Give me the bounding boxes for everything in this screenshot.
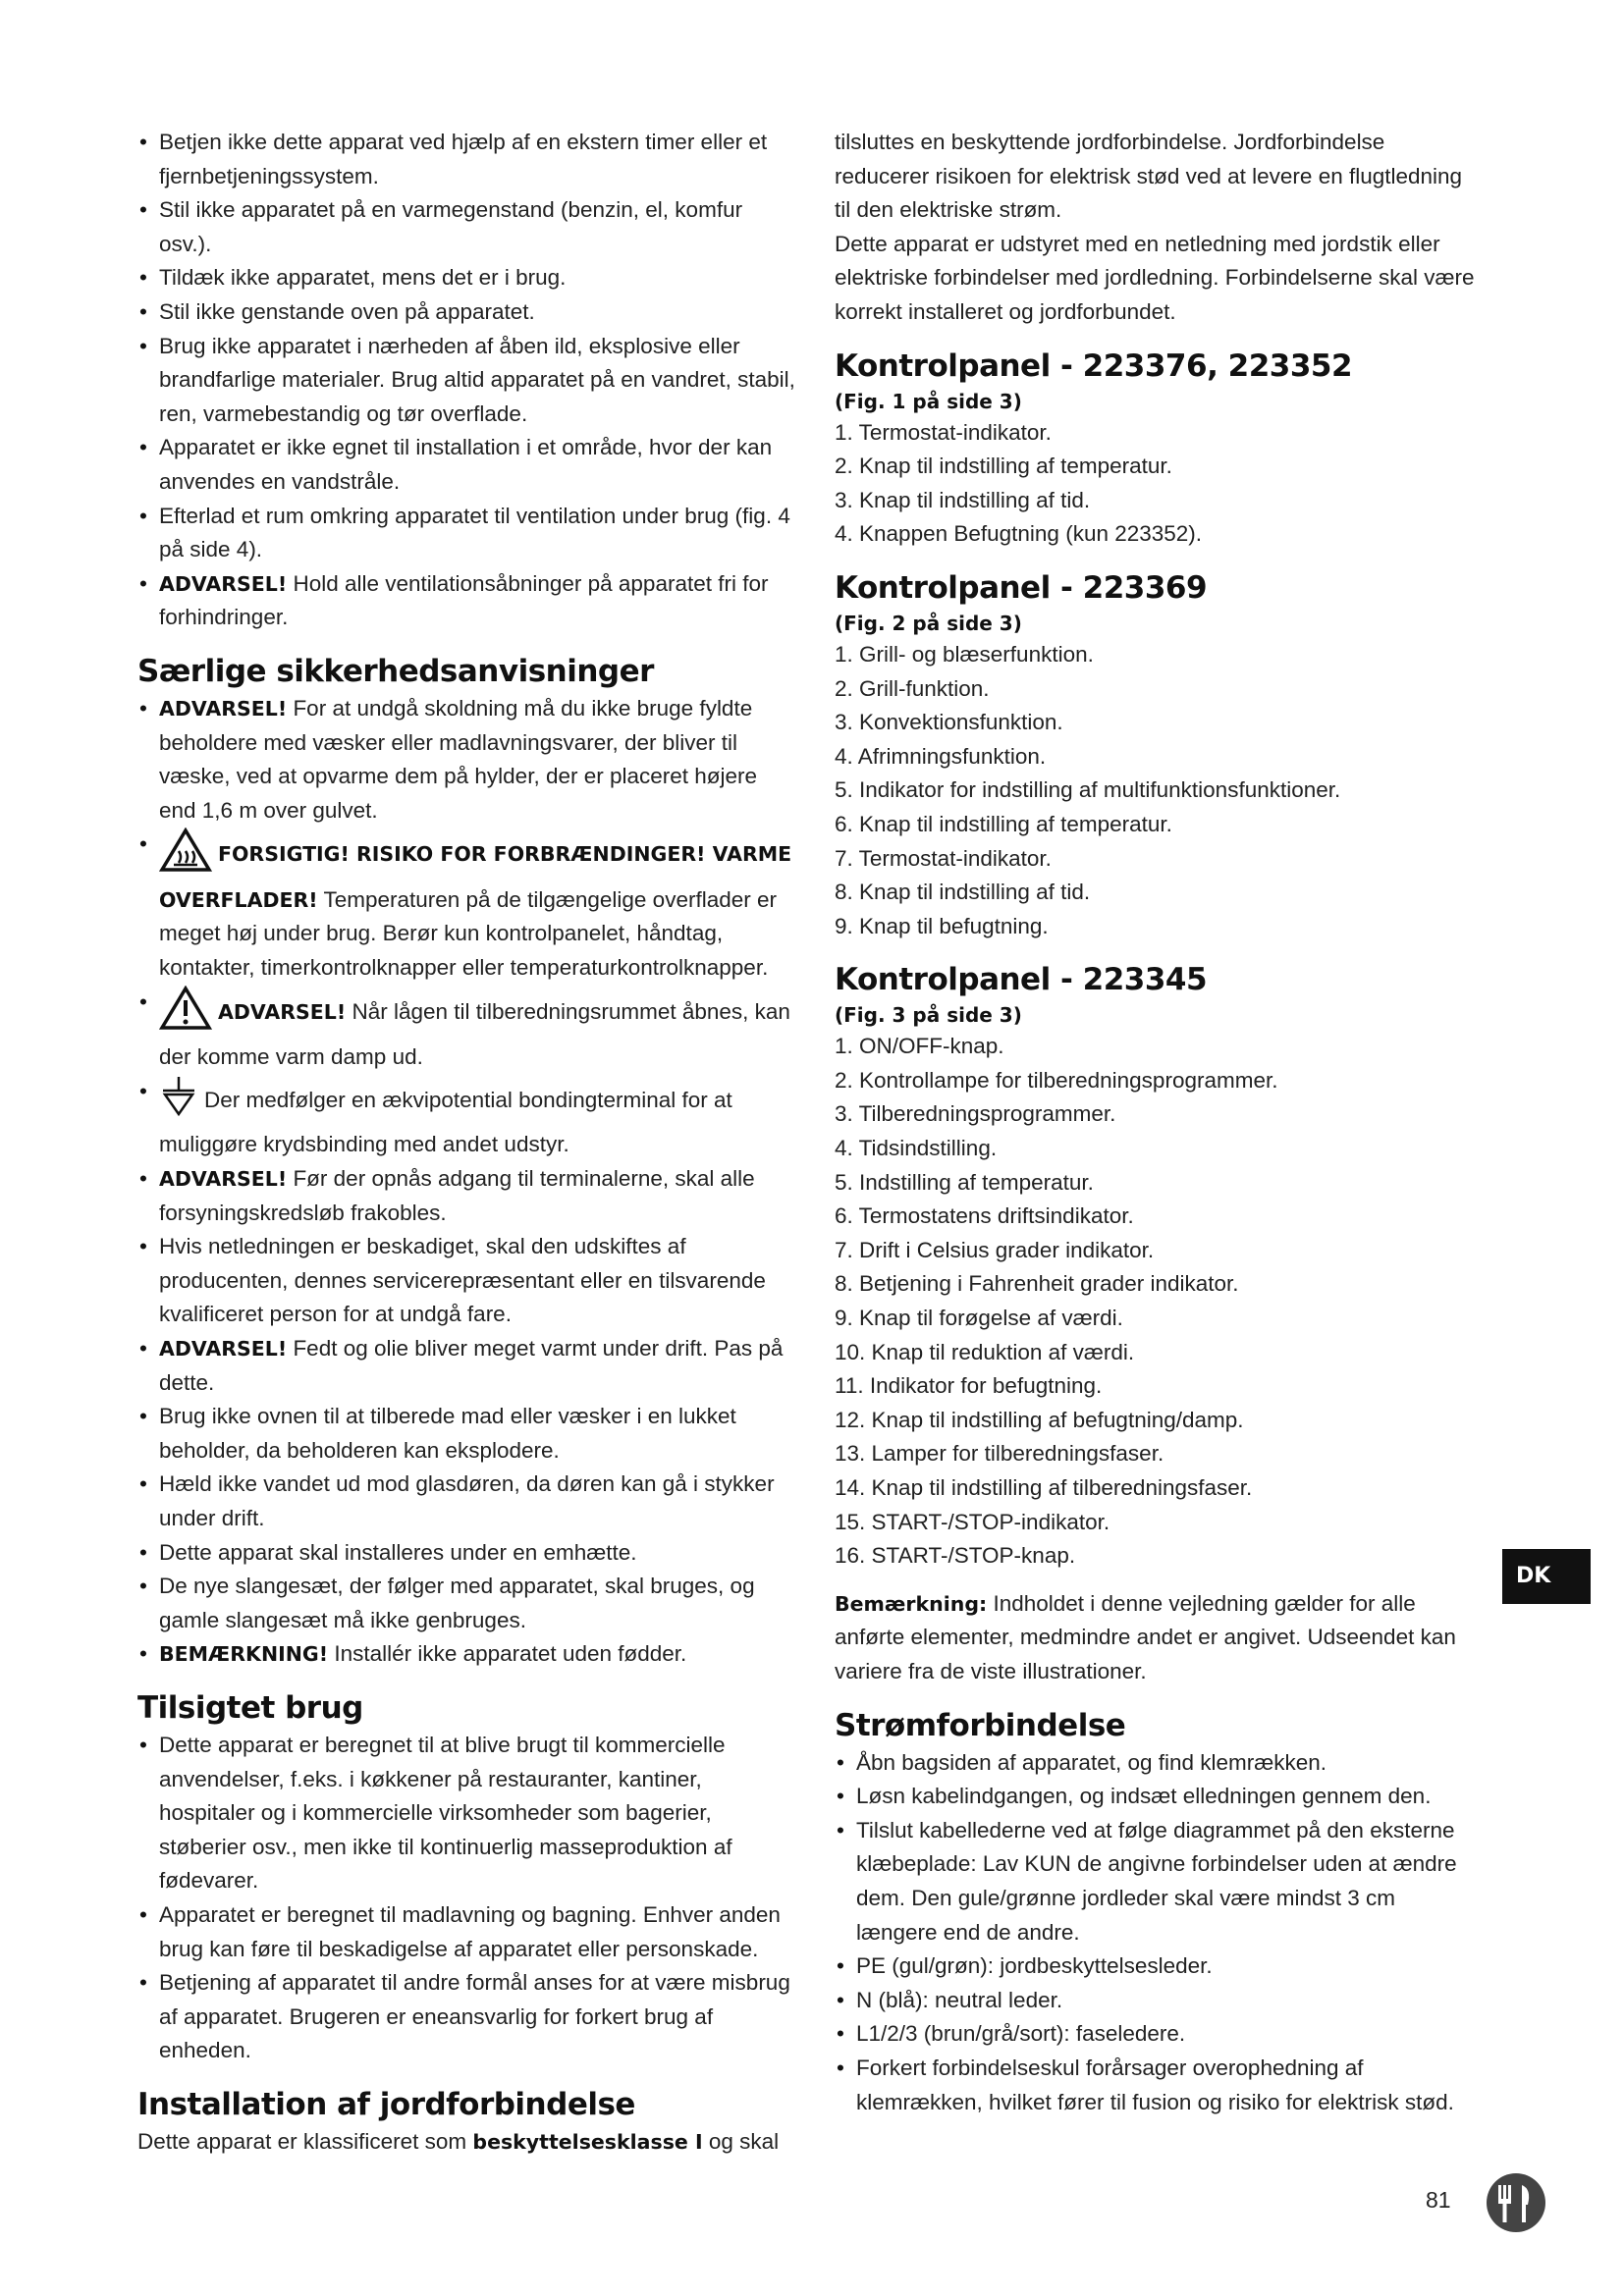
section-heading-intended: Tilsigtet brug [137, 1689, 363, 1726]
note-paragraph [835, 1587, 1481, 1689]
note-text: Indholdet i denne vejledning gælder for alle anførte elementer, medmindre andet er angivet. Udseendet kan variere fra de viste illustrationer. [835, 1590, 1456, 1683]
section-heading-special: Særlige sikkerhedsanvisninger [137, 653, 654, 689]
list-item: 2. Kontrollampe for tilberedningsprogrammer. [835, 1067, 1278, 1093]
list-item: • Dette apparat skal installeres under en emhætte. [137, 1536, 797, 1571]
list-item: • Apparatet er ikke egnet til installation i et område, hvor der kan anvendes en vandstråle. [137, 431, 797, 499]
special-safety-list [137, 692, 797, 1672]
warning-label: ADVARSEL! [159, 571, 288, 596]
list-item: • Forkert forbindelseskul forårsager overophedning af klemrækken, hvilket fører til fusion og risiko for elektrisk stød. [835, 2052, 1481, 2119]
list-item [137, 1332, 797, 1400]
language-tab: DK [1502, 1549, 1591, 1604]
safety-bullets-top [137, 126, 797, 635]
hot-surface-icon [159, 828, 212, 883]
list-item: • Tilslut kabellederne ved at følge diagrammet på den eksterne klæbeplade: Lav KUN de angivne forbindelser uden at ændre dem. Den gule/grønne jordleder skal være mindst 3 cm længere end de andre. [835, 1814, 1481, 1949]
text: Dette apparat er klassificeret som [137, 2128, 473, 2154]
list-item: 7. Termostat-indikator. [835, 845, 1052, 871]
equipotential-icon [159, 1075, 198, 1129]
list-item: 14. Knap til indstilling af tilberedningsfaser. [835, 1475, 1253, 1500]
warning-text: Temperaturen på de tilgængelige overflader er meget høj under brug. Berør kun kontrolpanelet, håndtag, kontakter, timerkontrolknapper eller temperaturkontrolknapper. [159, 886, 777, 981]
section-heading-power: Strømforbindelse [835, 1707, 1126, 1743]
list-item: 6. Knap til indstilling af temperatur. [835, 811, 1172, 836]
list-item [137, 1637, 797, 1672]
list-item: 3. Konvektionsfunktion. [835, 710, 1063, 735]
warning-label: ADVARSEL! [218, 999, 347, 1024]
list-item: • Brug ikke apparatet i nærheden af åben ild, eksplosive eller brandfarlige materialer. Brug altid apparatet på en vandret, stabil, ren, varmebestandig og tør overflade. [137, 330, 797, 432]
left-column [137, 126, 797, 2159]
list-item: 4. Tidsindstilling. [835, 1136, 998, 1161]
list-item: • Stil ikke apparatet på en varmegenstand (benzin, el, komfur osv.). [137, 193, 797, 261]
list-item: • Apparatet er beregnet til madlavning og bagning. Enhver anden brug kan føre til beskadigelse af apparatet eller personskade. [137, 1898, 797, 1966]
list-item: • Hæld ikke vandet ud mod glasdøren, da døren kan gå i stykker under drift. [137, 1468, 797, 1535]
warning-text: For at undgå skoldning må du ikke bruge fyldte beholdere med væsker eller madlavningsvarer, der bliver til væske, ved at opvarme dem på hylder, der er placeret højere end 1,6 m over gulvet. [159, 695, 758, 823]
list-item: • Betjening af apparatet til andre formål anses for at være misbrug af apparatet. Brugeren er eneansvarlig for forkert brug af enheden. [137, 1966, 797, 2068]
section-heading-cp1: Kontrolpanel - 223376, 223352 [835, 347, 1353, 384]
list-item [137, 1162, 797, 1230]
warning-label: FORSIGTIG! RISIKO FOR FORBRÆNDINGER! VARME OVERFLADER! [159, 842, 792, 912]
cutlery-icon [1485, 2171, 1547, 2234]
list-item: 1. Grill- og blæserfunktion. [835, 641, 1094, 667]
list-item: 5. Indikator for indstilling af multifunktionsfunktioner. [835, 777, 1341, 803]
list-item: 11. Indikator for befugtning. [835, 1373, 1103, 1399]
list-item: • Efterlad et rum omkring apparatet til ventilation under brug (fig. 4 på side 4). [137, 500, 797, 567]
text: og skal [702, 2128, 780, 2154]
page-number: 81 [1426, 2187, 1451, 2213]
warning-text: Før der opnås adgang til terminalerne, skal alle forsyningskredsløb frakobles. [159, 1166, 755, 1225]
list-item: • Tildæk ikke apparatet, mens det er i brug. [137, 261, 797, 295]
info-text: Der medfølger en ækvipotential bondingterminal for at muliggøre krydsbinding med andet udstyr. [159, 1088, 732, 1157]
note-label: Bemærkning: [835, 1591, 988, 1616]
earth-paragraph-2: Dette apparat er udstyret med en netledning med jordstik eller elektriske forbindelser med jordledning. Forbindelserne skal være korrekt installeret og jordforbundet. [835, 231, 1475, 324]
list-item: • PE (gul/grøn): jordbeskyttelsesleder. [835, 1949, 1481, 1984]
list-item: 2. Knap til indstilling af temperatur. [835, 454, 1172, 479]
list-item [137, 828, 797, 985]
warning-triangle-icon [159, 986, 212, 1041]
list-item: 6. Termostatens driftsindikator. [835, 1203, 1134, 1229]
list-item: • Åbn bagsiden af apparatet, og find klemrækken. [835, 1746, 1481, 1781]
list-item: 8. Knap til indstilling af tid. [835, 880, 1091, 905]
section-heading-earth: Installation af jordforbindelse [137, 2086, 635, 2122]
list-item: 4. Knappen Befugtning (kun 223352). [835, 521, 1203, 547]
section-heading-cp2: Kontrolpanel - 223369 [835, 569, 1208, 606]
warning-text: Hold alle ventilationsåbninger på apparatet fri for forhindringer. [159, 570, 769, 630]
list-item: 15. START-/STOP-indikator. [835, 1509, 1110, 1534]
list-item: • Dette apparat er beregnet til at blive brugt til kommercielle anvendelser, f.eks. i køkkener på restauranter, kantiner, hospitaler og i kommercielle virksomheder som bagerier, støberier osv., men ikke til kontinuerlig masseproduktion af fødevarer. [137, 1729, 797, 1898]
list-item: • Løsn kabelindgangen, og indsæt elledningen gennem den. [835, 1780, 1481, 1814]
section-heading-cp3: Kontrolpanel - 223345 [835, 962, 1208, 998]
list-item: 1. ON/OFF-knap. [835, 1034, 1004, 1059]
list-item: 1. Termostat-indikator. [835, 419, 1052, 445]
warning-label: BEMÆRKNING! [159, 1642, 329, 1667]
power-list [835, 1746, 1481, 2120]
figure-reference: (Fig. 3 på side 3) [835, 1003, 1022, 1028]
cp3-list [835, 1030, 1481, 1574]
list-item: • L1/2/3 (brun/grå/sort): faseledere. [835, 2017, 1481, 2052]
list-item: 3. Knap til indstilling af tid. [835, 487, 1091, 512]
list-item [137, 567, 797, 635]
list-item: 9. Knap til befugtning. [835, 913, 1049, 938]
list-item: • Brug ikke ovnen til at tilberede mad eller væsker i en lukket beholder, da beholderen kan eksplodere. [137, 1400, 797, 1468]
earth-paragraph [137, 2125, 797, 2160]
list-item: • Stil ikke genstande oven på apparatet. [137, 295, 797, 330]
list-item: • N (blå): neutral leder. [835, 1984, 1481, 2018]
cp2-list [835, 638, 1481, 943]
warning-text: Installér ikke apparatet uden fødder. [328, 1641, 687, 1667]
list-item: 8. Betjening i Fahrenheit grader indikator. [835, 1271, 1239, 1297]
intended-use-list [137, 1729, 797, 2068]
warning-text: Når lågen til tilberedningsrummet åbnes, kan der komme varm damp ud. [159, 998, 790, 1070]
list-item: 3. Tilberedningsprogrammer. [835, 1101, 1116, 1127]
list-item: 5. Indstilling af temperatur. [835, 1169, 1094, 1195]
list-item [137, 1075, 797, 1162]
warning-label: ADVARSEL! [159, 696, 288, 721]
list-item [137, 692, 797, 828]
list-item: 7. Drift i Celsius grader indikator. [835, 1237, 1155, 1262]
warning-text: Fedt og olie bliver meget varmt under drift. Pas på dette. [159, 1336, 784, 1395]
figure-reference: (Fig. 2 på side 3) [835, 611, 1022, 635]
list-item: 2. Grill-funktion. [835, 675, 990, 701]
list-item: 13. Lamper for tilberedningsfaser. [835, 1441, 1164, 1467]
list-item: 9. Knap til forøgelse af værdi. [835, 1306, 1123, 1331]
warning-label: ADVARSEL! [159, 1337, 288, 1361]
list-item: 16. START-/STOP-knap. [835, 1543, 1076, 1569]
bold-text: beskyttelsesklasse I [472, 2129, 703, 2154]
list-item: • Hvis netledningen er beskadiget, skal den udskiftes af producenten, dennes servicerepræsentant eller en tilsvarende kvalificeret person for at undgå fare. [137, 1230, 797, 1332]
list-item: 4. Afrimningsfunktion. [835, 743, 1047, 769]
list-item [137, 986, 797, 1075]
list-item: • Betjen ikke dette apparat ved hjælp af en ekstern timer eller et fjernbetjeningssystem. [137, 126, 797, 193]
list-item: 12. Knap til indstilling af befugtning/damp. [835, 1407, 1244, 1432]
cp1-list [835, 416, 1481, 552]
warning-label: ADVARSEL! [159, 1167, 288, 1192]
list-item: • De nye slangesæt, der følger med apparatet, skal bruges, og gamle slangesæt må ikke genbruges. [137, 1570, 797, 1637]
right-column [835, 126, 1481, 2119]
list-item: 10. Knap til reduktion af værdi. [835, 1339, 1135, 1364]
earth-paragraph-cont: tilsluttes en beskyttende jordforbindelse. Jordforbindelse reducerer risikoen for elektrisk stød ved at levere en flugtledning til den elektriske strøm. [835, 130, 1463, 223]
figure-reference: (Fig. 1 på side 3) [835, 389, 1022, 413]
